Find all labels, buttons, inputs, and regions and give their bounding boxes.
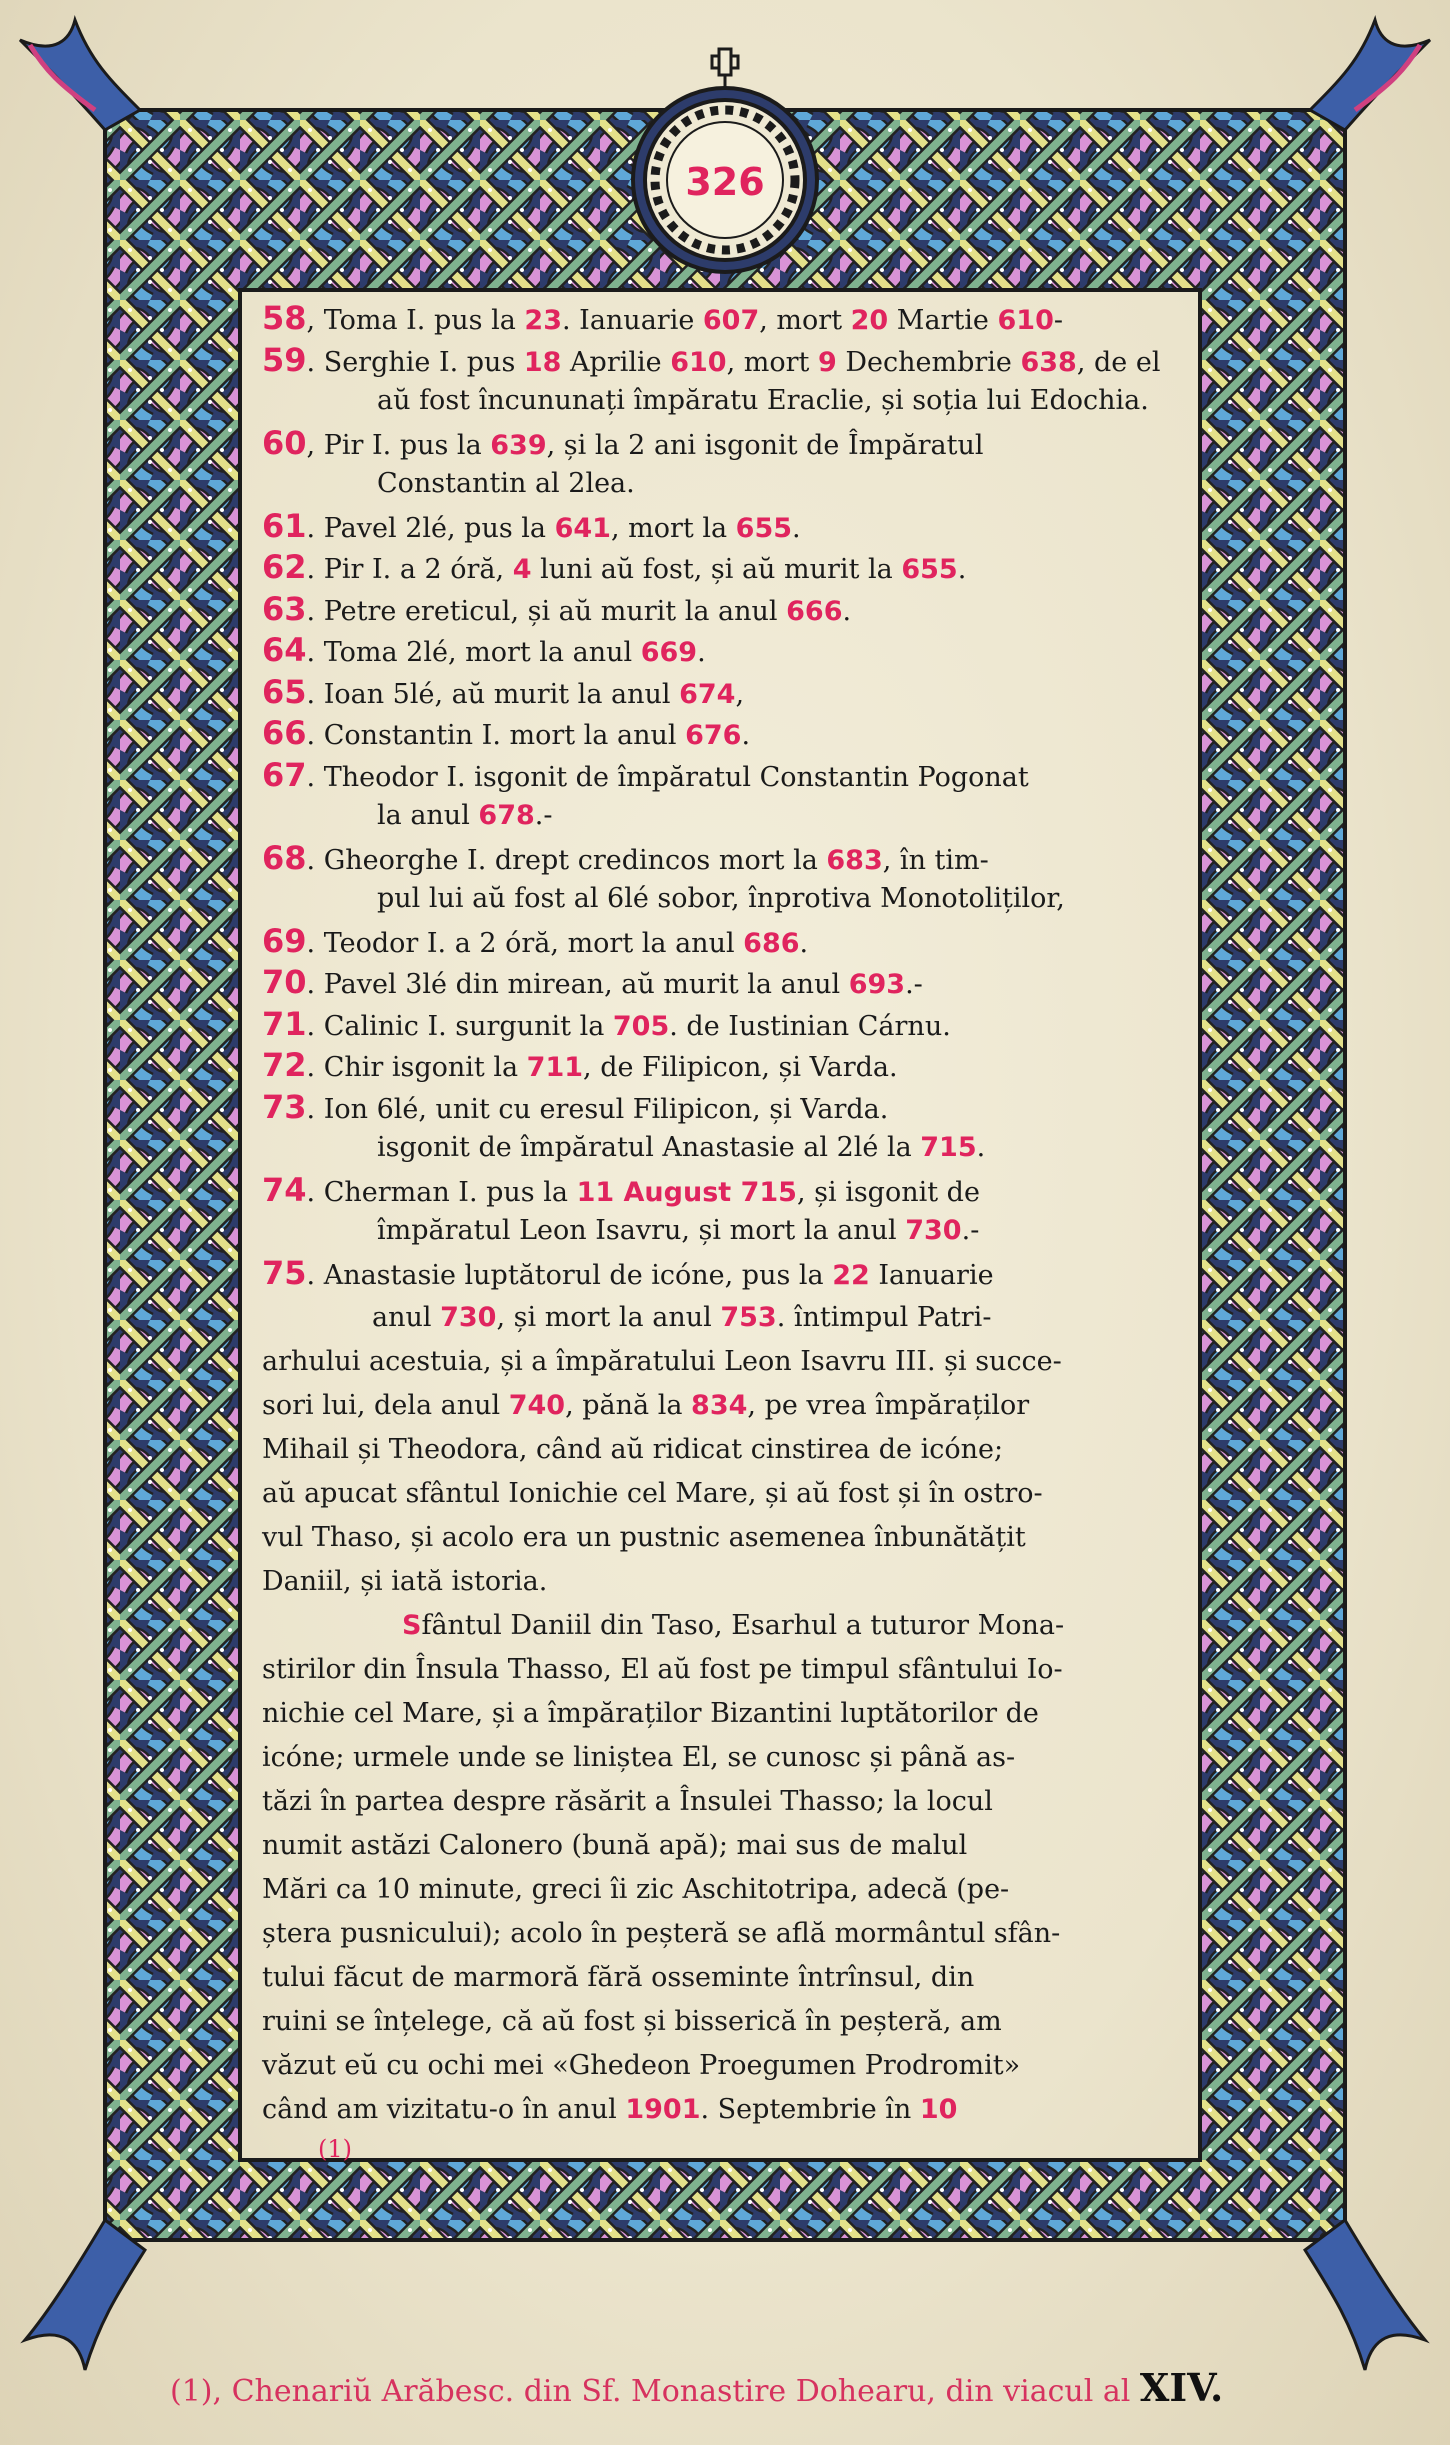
entry-text: . xyxy=(697,637,706,668)
entry-line xyxy=(262,506,1182,549)
page-number: 326 xyxy=(685,160,765,204)
entry-line xyxy=(262,713,1182,756)
paragraph-line xyxy=(262,1736,1182,1780)
entry-continuation: pul lui aŭ fost al 6lé sobor, înprotiva Monotoliților, xyxy=(377,883,1065,914)
entry-date: 610 xyxy=(997,305,1054,336)
paragraph-date: 740 xyxy=(508,1390,566,1421)
entry-number: 73 xyxy=(262,1087,307,1126)
entry-date: 686 xyxy=(743,927,800,959)
cross-icon xyxy=(712,49,738,88)
entry-number: 70 xyxy=(262,963,307,1001)
entry-line xyxy=(262,1087,1182,1130)
entry-continuation: la anul xyxy=(377,800,479,831)
paragraph-date: 730 xyxy=(440,1302,497,1333)
entry-number: 67 xyxy=(262,755,307,794)
paragraph-text: tului făcut de marmoră fără osseminte întrînsul, din xyxy=(262,1962,975,1993)
entry-text: . Pir I. a 2 óră, xyxy=(306,554,513,585)
paragraph-text: , pănă la xyxy=(565,1390,692,1421)
entry-text: , Toma I. pus la xyxy=(306,305,525,336)
paragraph-line xyxy=(262,1340,1182,1384)
paragraph-line xyxy=(262,1296,1292,1340)
entry-line xyxy=(262,298,1182,341)
entry-line xyxy=(262,589,1182,632)
paragraph-text: sori lui, dela anul xyxy=(262,1390,509,1421)
entry-continuation: isgonit de împăratul Anastasie al 2lé la xyxy=(377,1132,921,1163)
paragraph-line xyxy=(262,1560,1182,1604)
entry-line xyxy=(262,1128,1297,1168)
entry-text: , de el xyxy=(1076,346,1161,378)
drop-initial: S xyxy=(402,1610,422,1641)
entry-date: 730 xyxy=(905,1215,962,1246)
entry-continuation: aŭ fost încununați împăratu Eraclie, și soția lui Edochia. xyxy=(377,385,1149,416)
footnote-mark: (1) xyxy=(318,2135,352,2163)
entry-text: , mort la xyxy=(610,512,736,544)
paragraph-text: , și mort la anul xyxy=(496,1302,721,1333)
entry-date: 715 xyxy=(920,1132,977,1163)
entry-line xyxy=(262,381,1297,421)
entry-text: , mort xyxy=(726,346,818,378)
entry-text: . xyxy=(792,512,801,544)
corner-ornament-top-left xyxy=(20,20,140,130)
entry-line xyxy=(262,672,1182,715)
paragraph-line xyxy=(262,2000,1182,2044)
entry-text: Dechembrie xyxy=(836,346,1021,378)
entry-date: 669 xyxy=(640,637,698,668)
entry-number: 61 xyxy=(262,506,307,545)
entry-text: . xyxy=(799,927,809,959)
paragraph-line xyxy=(262,1956,1182,2000)
paragraph-line xyxy=(262,1780,1182,1824)
entry-text: . Ioan 5lé, aŭ murit la anul xyxy=(306,678,680,710)
entry-number: 74 xyxy=(262,1170,307,1209)
paragraph-text: Daniil, și iată istoria. xyxy=(262,1566,548,1597)
entry-number: 64 xyxy=(262,631,307,669)
paragraph-text: ruini se înțelege, că aŭ fost și bisserică în peșteră, am xyxy=(262,2006,1002,2037)
entry-line xyxy=(262,1045,1182,1088)
entry-date: 607 xyxy=(702,305,760,336)
entry-line xyxy=(262,1211,1297,1251)
paragraph-line xyxy=(262,1428,1182,1472)
entry-text: . Anastasie luptătorul de icóne, pus la xyxy=(306,1259,833,1291)
entry-line xyxy=(262,423,1182,466)
entry-date: 641 xyxy=(554,512,611,544)
paragraph-text: Mări ca 10 minute, greci îi zic Aschitotripa, adecă (pe- xyxy=(262,1874,1010,1905)
paragraph-text: aŭ apucat sfântul Ionichie cel Mare, și aŭ fost și în ostro- xyxy=(262,1478,1043,1509)
footnote-caption-text: (1), Chenariŭ Arăbesc. din Sf. Monastire Dohearu, din viacul al xyxy=(170,2374,1131,2409)
entry-text: . Pavel 2lé, pus la xyxy=(306,512,555,544)
entry-date: 22 xyxy=(832,1259,870,1291)
corner-ornament-bottom-right xyxy=(1305,2220,1425,2370)
entry-line xyxy=(262,879,1297,919)
entry-date: 676 xyxy=(685,720,742,751)
paragraph-text: când am vizitatu-o în anul xyxy=(262,2094,626,2125)
entry-text: . Theodor I. isgonit de împăratul Constantin Pogonat xyxy=(306,761,1029,793)
entry-date: 711 xyxy=(526,1052,584,1083)
entry-text: . Gheorghe I. drept credincos mort la xyxy=(306,844,827,876)
entry-text: . xyxy=(842,595,852,627)
entry-text: . Teodor I. a 2 óră, mort la anul xyxy=(306,927,744,959)
entry-text: . Ion 6lé, unit cu eresul Filipicon, și Varda. xyxy=(306,1093,889,1125)
entry-text: .- xyxy=(534,800,553,831)
entry-number: 65 xyxy=(262,672,307,711)
paragraph-text: tăzi în partea despre răsărit a Însulei Thasso; la locul xyxy=(262,1786,993,1817)
entry-date: 11 August 715 xyxy=(576,1176,797,1208)
paragraph-line xyxy=(262,1384,1182,1428)
text-body xyxy=(262,298,1182,2168)
paragraph-line xyxy=(262,2088,1182,2132)
paragraph-line xyxy=(262,1516,1182,1560)
entry-text: . Cherman I. pus la xyxy=(306,1176,577,1208)
entry-text: - xyxy=(1053,305,1063,336)
entry-number: 62 xyxy=(262,548,307,586)
paragraph-line xyxy=(262,1692,1182,1736)
paragraph-text: nichie cel Mare, și a împăraților Bizantini luptătorilor de xyxy=(262,1698,1039,1729)
entry-text: .- xyxy=(905,969,923,1000)
entry-line xyxy=(262,464,1297,504)
entry-date: 610 xyxy=(670,346,727,378)
entry-line xyxy=(262,1004,1182,1047)
paragraph-text: ștera pusnicului); acolo în peșteră se află mormântul sfân- xyxy=(262,1918,1061,1949)
entry-text: . Constantin I. mort la anul xyxy=(306,720,686,751)
entry-line xyxy=(262,838,1182,881)
entry-text: , mort xyxy=(759,305,851,336)
paragraph-line xyxy=(262,1912,1182,1956)
entry-text: . Chir isgonit la xyxy=(306,1052,527,1083)
entry-date: 9 xyxy=(817,346,837,378)
entry-date: 655 xyxy=(735,512,793,544)
paragraph-date: 753 xyxy=(720,1302,777,1333)
paragraph-line xyxy=(262,1648,1182,1692)
entry-line xyxy=(262,340,1182,383)
entry-number: 69 xyxy=(262,921,307,960)
paragraph-text: , pe vrea împăraților xyxy=(747,1390,1030,1421)
entry-text: . Toma 2lé, mort la anul xyxy=(306,637,641,668)
entry-line xyxy=(262,547,1182,590)
entry-date: 683 xyxy=(826,844,883,876)
entry-number: 63 xyxy=(262,589,307,628)
footnote-century: XIV. xyxy=(1139,2365,1224,2410)
paragraph-text: Mihail și Theodora, când aŭ ridicat cinstirea de icóne; xyxy=(262,1434,1004,1465)
paragraph-text: văzut eŭ cu ochi mei «Ghedeon Proegumen Prodromit» xyxy=(262,2050,1021,2081)
entry-text: , în tim- xyxy=(882,844,989,876)
paragraph-line xyxy=(262,2044,1182,2088)
paragraph-line xyxy=(262,1868,1182,1912)
paragraph-text: stirilor din Însula Thasso, El aŭ fost pe timpul sfântului Io- xyxy=(262,1654,1063,1685)
paragraph-text: . Septembrie în xyxy=(700,2094,920,2125)
corner-ornament-bottom-left xyxy=(25,2220,145,2370)
paragraph-line xyxy=(262,1472,1182,1516)
entry-text: , și isgonit de xyxy=(796,1176,980,1208)
entry-text: . xyxy=(741,720,751,751)
entry-text: . Petre ereticul, și aŭ murit la anul xyxy=(306,595,787,627)
entry-number: 59 xyxy=(262,340,307,379)
entry-line xyxy=(262,962,1182,1005)
entry-date: 693 xyxy=(848,969,906,1000)
entry-text: luni aŭ fost, și aŭ murit la xyxy=(531,554,902,585)
entry-line xyxy=(262,755,1182,798)
entry-text: . Calinic I. surgunit la xyxy=(306,1010,613,1042)
paragraph-text: fântul Daniil din Taso, Esarhul a tuturor Mona- xyxy=(421,1610,1065,1641)
entry-date: 674 xyxy=(679,678,736,710)
entry-text: Aprilie xyxy=(561,346,671,378)
paragraph-date: 1901 xyxy=(625,2094,701,2125)
entry-text: , și la 2 ani isgonit de Împăratul xyxy=(546,429,984,461)
entry-number: 75 xyxy=(262,1253,307,1292)
entry-text: . Ianuarie xyxy=(561,305,703,336)
entry-text: , xyxy=(735,678,745,710)
entry-number: 68 xyxy=(262,838,307,877)
paragraph-date: 10 xyxy=(919,2094,958,2125)
paragraph-text: anul xyxy=(372,1302,441,1333)
paragraph-date: 834 xyxy=(691,1390,748,1421)
footnote-caption xyxy=(170,2365,1370,2410)
entry-date: 18 xyxy=(523,346,562,378)
entry-line xyxy=(262,796,1297,836)
paragraph-text: arhului acestuia, și a împăratului Leon Isavru III. și succe- xyxy=(262,1346,1062,1377)
entry-date: 20 xyxy=(850,305,889,336)
entry-line xyxy=(262,921,1182,964)
entry-text: . xyxy=(976,1132,986,1163)
entry-date: 4 xyxy=(512,554,532,585)
paragraph-text: numit astăzi Calonero (bună apă); mai sus de malul xyxy=(262,1830,968,1861)
entry-date: 23 xyxy=(524,305,562,336)
entry-text: , de Filipicon, și Varda. xyxy=(583,1052,898,1083)
entry-text: . xyxy=(957,554,967,585)
entry-number: 58 xyxy=(262,299,307,337)
entry-number: 66 xyxy=(262,714,307,752)
entry-date: 655 xyxy=(901,554,958,585)
paragraph-text: . întimpul Patri- xyxy=(776,1302,992,1333)
paragraph-line xyxy=(262,1604,1322,1648)
entry-continuation: împăratul Leon Isavru, și mort la anul xyxy=(377,1215,906,1246)
entry-date: 639 xyxy=(490,429,547,461)
entry-text: Martie xyxy=(888,305,998,336)
entry-text: .- xyxy=(961,1215,980,1246)
entry-text: . Pavel 3lé din mirean, aŭ murit la anul xyxy=(306,969,849,1000)
entry-line xyxy=(262,630,1182,673)
entry-text: , Pir I. pus la xyxy=(306,429,491,461)
entry-text: Ianuarie xyxy=(869,1259,994,1291)
entry-continuation: Constantin al 2lea. xyxy=(377,468,635,499)
entry-number: 60 xyxy=(262,423,307,462)
entry-line xyxy=(262,1253,1182,1296)
entry-text: . de Iustinian Cárnu. xyxy=(669,1010,951,1042)
entry-date: 678 xyxy=(478,800,535,831)
entry-text: . Serghie I. pus xyxy=(306,346,524,378)
corner-ornament-top-right xyxy=(1310,20,1430,130)
paragraph-line xyxy=(262,1824,1182,1868)
entry-date: 666 xyxy=(786,595,843,627)
paragraph-text: icóne; urmele unde se liniștea El, se cunosc și până as- xyxy=(262,1742,1016,1773)
entry-date: 705 xyxy=(612,1010,670,1042)
entry-date: 638 xyxy=(1020,346,1077,378)
entry-number: 71 xyxy=(262,1004,307,1043)
entry-line xyxy=(262,1170,1182,1213)
paragraph-text: vul Thaso, și acolo era un pustnic asemenea înbunătățit xyxy=(262,1522,1026,1553)
entry-number: 72 xyxy=(262,1046,307,1084)
